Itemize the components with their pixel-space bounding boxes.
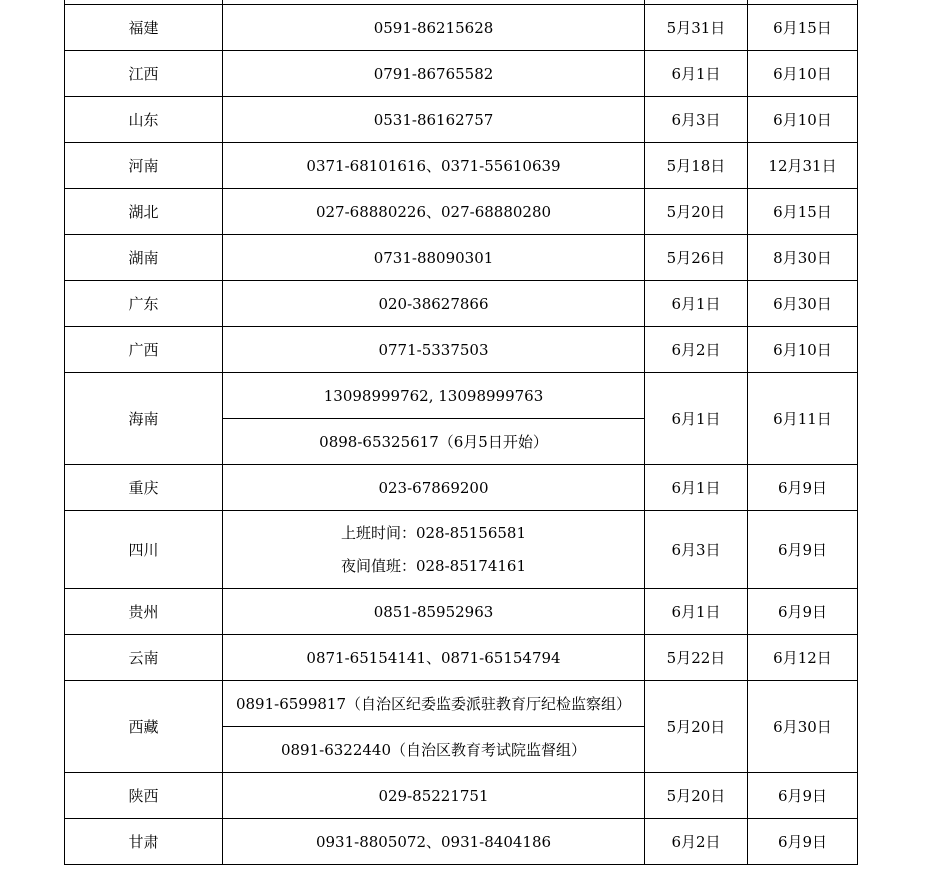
- start-date-cell: 6月1日: [645, 51, 748, 97]
- phone-cell: 0531-86162757: [223, 97, 645, 143]
- start-date-cell: 6月1日: [645, 465, 748, 511]
- end-date-cell: 6月10日: [748, 327, 858, 373]
- province-cell: 山东: [65, 97, 223, 143]
- phone-cell: 0891-6322440（自治区教育考试院监督组）: [223, 727, 645, 773]
- phone-cell: 0871-65154141、0871-65154794: [223, 635, 645, 681]
- province-cell: 河南: [65, 143, 223, 189]
- table-row: [65, 373, 858, 419]
- start-date-cell: 6月3日: [645, 97, 748, 143]
- start-date-cell: 5月20日: [645, 189, 748, 235]
- hotline-table: [64, 0, 858, 865]
- table-row: [65, 681, 858, 727]
- end-date-cell: 6月11日: [748, 373, 858, 465]
- phone-cell: 13098999762, 13098999763: [223, 373, 645, 419]
- province-cell: 江西: [65, 51, 223, 97]
- start-date-cell: 5月20日: [645, 681, 748, 773]
- end-date-cell: 8月30日: [748, 235, 858, 281]
- phone-cell: [223, 511, 645, 589]
- table-row: [65, 281, 858, 327]
- phone-cell: 0891-6599817（自治区纪委监委派驻教育厅纪检监察组）: [223, 681, 645, 727]
- start-date-cell: 5月20日: [645, 773, 748, 819]
- province-cell: 湖南: [65, 235, 223, 281]
- province-cell: 四川: [65, 511, 223, 589]
- end-date-cell: 6月30日: [748, 681, 858, 773]
- phone-cell: 029-85221751: [223, 773, 645, 819]
- province-cell: 福建: [65, 5, 223, 51]
- end-date-cell: 6月9日: [748, 465, 858, 511]
- end-date-cell: 6月15日: [748, 5, 858, 51]
- province-cell: 重庆: [65, 465, 223, 511]
- phone-cell: 023-67869200: [223, 465, 645, 511]
- table-row: [65, 635, 858, 681]
- table-row: [65, 327, 858, 373]
- province-cell: 广东: [65, 281, 223, 327]
- end-date-cell: 6月9日: [748, 511, 858, 589]
- table-row: [65, 51, 858, 97]
- end-date-cell: 12月31日: [748, 143, 858, 189]
- province-cell: 海南: [65, 373, 223, 465]
- province-cell: 贵州: [65, 589, 223, 635]
- end-date-cell: 6月30日: [748, 281, 858, 327]
- start-date-cell: 6月2日: [645, 819, 748, 865]
- phone-line: 上班时间：028-85156581: [340, 523, 527, 542]
- start-date-cell: 6月3日: [645, 511, 748, 589]
- start-date-cell: 6月1日: [645, 589, 748, 635]
- hotline-table-body: [65, 0, 858, 865]
- phone-cell: 0731-88090301: [223, 235, 645, 281]
- end-date-cell: 6月9日: [748, 819, 858, 865]
- start-date-cell: 5月18日: [645, 143, 748, 189]
- phone-cell: 0771-5337503: [223, 327, 645, 373]
- phone-cell: 0791-86765582: [223, 51, 645, 97]
- table-row: [65, 465, 858, 511]
- end-date-cell: 6月9日: [748, 589, 858, 635]
- table-row: [65, 819, 858, 865]
- province-cell: 广西: [65, 327, 223, 373]
- start-date-cell: 5月22日: [645, 635, 748, 681]
- phone-cell: 0931-8805072、0931-8404186: [223, 819, 645, 865]
- start-date-cell: 5月26日: [645, 235, 748, 281]
- province-cell: 湖北: [65, 189, 223, 235]
- province-cell: 云南: [65, 635, 223, 681]
- table-row: [65, 189, 858, 235]
- table-row: [65, 97, 858, 143]
- table-row: [65, 143, 858, 189]
- province-cell: 陕西: [65, 773, 223, 819]
- table-row: [65, 511, 858, 589]
- end-date-cell: 6月15日: [748, 189, 858, 235]
- end-date-cell: 6月10日: [748, 51, 858, 97]
- start-date-cell: 5月31日: [645, 5, 748, 51]
- start-date-cell: 6月2日: [645, 327, 748, 373]
- phone-cell: 027-68880226、027-68880280: [223, 189, 645, 235]
- table-row: [65, 5, 858, 51]
- table-row: [65, 589, 858, 635]
- province-cell: 西藏: [65, 681, 223, 773]
- end-date-cell: 6月12日: [748, 635, 858, 681]
- start-date-cell: 6月1日: [645, 373, 748, 465]
- phone-cell: 0898-65325617（6月5日开始）: [223, 419, 645, 465]
- province-cell: 甘肃: [65, 819, 223, 865]
- start-date-cell: 6月1日: [645, 281, 748, 327]
- table-row: [65, 235, 858, 281]
- table-row: [65, 773, 858, 819]
- end-date-cell: 6月9日: [748, 773, 858, 819]
- phone-cell: 0371-68101616、0371-55610639: [223, 143, 645, 189]
- phone-cell: 0591-86215628: [223, 5, 645, 51]
- end-date-cell: 6月10日: [748, 97, 858, 143]
- phone-cell: 0851-85952963: [223, 589, 645, 635]
- phone-line: 夜间值班：028-85174161: [340, 556, 527, 575]
- phone-cell: 020-38627866: [223, 281, 645, 327]
